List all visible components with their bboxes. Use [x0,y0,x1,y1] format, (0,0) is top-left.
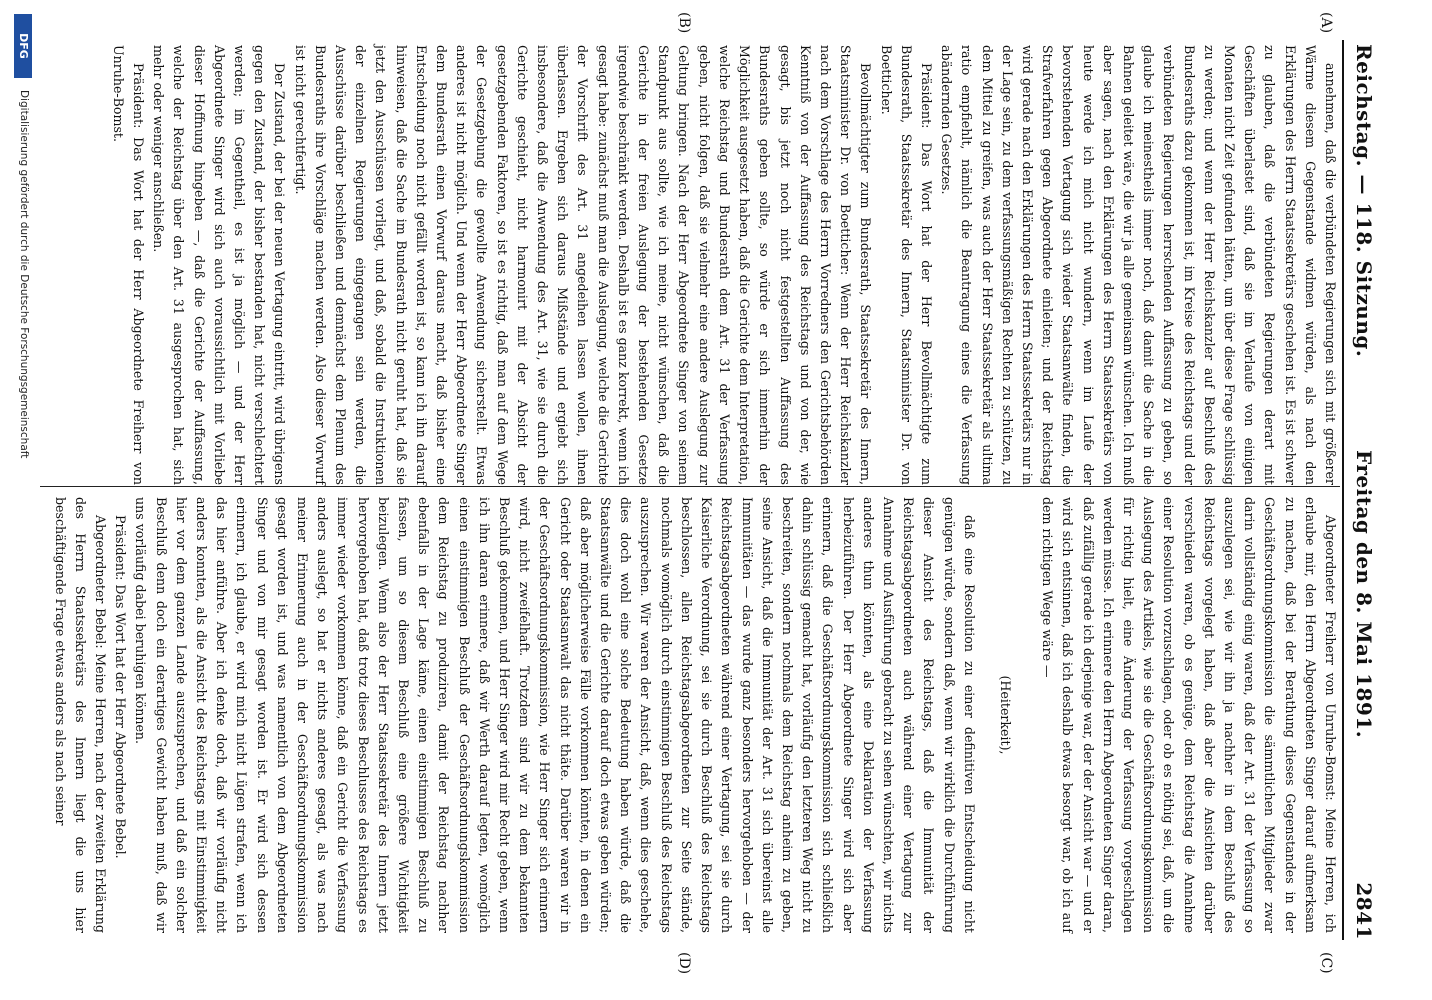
running-header [1346,30,1376,940]
margin-mark-c: (C) [1318,952,1334,974]
column-divider [40,486,1340,487]
page-number: 2841 [1352,882,1376,940]
paragraph: Präsident: Das Wort hat der Herr Abgeordnete Freiherr von Unruhe-Bomst. [110,45,147,485]
left-column [108,45,1340,485]
header-rule [1342,40,1344,940]
header-date: Freitag den 8. Mai 1891. [1352,450,1376,739]
paragraph: Abgeordneter Freiherr von Unruhe-Bomst: Meine Herren, ich erlaube mir, den Herrn Abgeordneten Singer darauf aufmerksam zu machen, daß bei der Berathung dieses Gegenstandes in der Geschäftsordnungskommission die sämmtlichen Mitglieder zwar darin vollständig einig waren, daß der Art. 31 der Verfassung so auszulegen sei, wie wir ihn ja nachher in dem Beschluß des Reichstags vorgelegt haben, daß aber die Ansichten darüber verschieden waren, ob es genüge, dem Reichstag die Annahme einer Resolution vorzuschlagen, oder ob es nöthig sei, daß, um die Auslegung des Artikels, wie sie die Geschäftsordnungskommission für richtig hielt, eine Änderung der Verfassung vorgeschlagen werden müsse. Ich erinnere den Herrn Abgeordneten Singer daran, daß zufällig gerade ich derjenige war, der der Ansicht war — und er wird sich entsinnen, daß ich deshalb etwas besorgt war, ob ich auf dem richtigen Wege wäre — [1040,497,1338,933]
margin-mark-a: (A) [1318,12,1334,34]
paragraph: Präsident: Das Wort hat der Herr Bevollmächtigte zum Bundesrath, Staatssekretär des Innern, Staatsminister Dr. von Boetticher. [878,45,934,485]
paragraph: Präsident: Das Wort hat der Herr Abgeordnete Bebel. [113,515,129,859]
right-column [49,497,1340,933]
digitization-credit: Digitalisierung gefördert durch die Deutsche Forschungsgemeinschaft [18,90,30,459]
stage-direction: (Heiterkeit), [997,675,1013,755]
dfg-logo: DFG [14,14,32,78]
paragraph: Bevollmächtigter zum Bundesrath, Staatssekretär des Innern, Staatsminister Dr. von Boetticher: Wenn der Herr Reichskanzler nach dem Vorschlage des Herrn Vorredners den Gerichtsbehörden Kenntniß von der Auffassung des Reichstags und von der, wie gesagt, bis jetzt noch nicht festgestellten Auffassung des Bundesraths geben sollte, so würde er sich immerhin der Möglichkeit ausgesetzt haben, daß die Gerichte dem Interpretation, welche Reichstag und Bundesrath dem Art. 31 der Verfassung geben, nicht folgen, daß sie vielmehr eine andere Auslegung zur Geltung bringen. Nach der Herr Abgeordnete Singer von seinem Standpunkt aus sollte, wie ich meine, nicht wünschen, daß die Gerichte in der freien Auslegung der bestehenden Gesetze irgendwie beschränkt werden. Deshalb ist es ganz korrekt, wenn ich gesagt habe: zunächst muß man die Auslegung, welche die Gerichte der Vorschrift des Art. 31 angedeihen lassen wollen, ihnen überlassen. Ergeben sich daraus Mißstände und ergiebt sich insbesondere, daß die Anwendung des Art. 31, wie sie durch die Gerichte geschieht, nicht harmonirt mit der Absicht der gesetzgebenden Faktoren, so ist es richtig, daß man auf dem Wege der Gesetzgebung die gewollte Anwendung sicherstellt. Etwas anderes ist nicht möglich. Und wenn der Herr Abgeordnete Singer dem Bundesrath einen Vorwurf daraus macht, daß bisher eine Entscheidung noch nicht gefällt worden ist, so kann ich ihn darauf hinweisen, daß die Sache im Bundesrath nicht geruht hat, daß sie jetzt den Ausschüssen vorliegt, und daß, sobald die Instruktionen der einzelnen Regierungen eingegangen sein werden, die Ausschüsse darüber beschließen und demnächst dem Plenum des Bundesraths ihre Vorschläge machen werden. Also dieser Vorwurf ist nicht gerechtfertigt. [292,45,874,485]
margin-mark-d: (D) [676,952,692,975]
header-left: Reichstag. — 118. Sitzung. [1352,44,1376,358]
paragraph: daß eine Resolution zu einer definitiven Entscheidung nicht genügen würde, sondern daß, wenn wir wirklich die Durchführung dieser Ansicht des Reichstags, daß die Immunität der Reichstagsabgeordneten auch während einer Vertagung zur Annahme und Ausführung gebracht zu sehen wünschten, wir nichts anderes thun könnten, als eine Deklaration der Verfassung herbeizuführen. Der Herr Abgeordnete Singer wird sich aber erinnern, daß die Geschäftsordnungskommission sich schließlich dahin schlüssig gemacht hat, vorläufig den letzteren Weg nicht zu beschreiten, sondern nochmals dem Reichstag anheim zu geben, seine Ansicht, daß die Immunität der Art. 31 sich übereinst alle Immunitäten — das wurde ganz besonders hervorgehoben — der Reichstagsabgeordneten während einer Vertagung, sei sie durch Kaiserliche Verordnung, sei sie durch Beschluß des Reichstags beschlossen, allen Reichstagsabgeordneten zur Seite stände, nochmals womöglich durch einstimmigen Beschluß des Reichstags auszusprechen. Wir waren der Ansicht, daß, wenn dies geschehe, dies doch wohl eine solche Bedeutung haben würde, daß die Staatsanwälte und die Gerichte darauf doch etwas geben würden; daß aber möglicherweise Fälle vorkommen könnten, in denen ein Gericht oder Staatsanwalt das nicht thäte. Darüber waren wir in der Geschäftsordnungskommission, wie Herr Singer sich erinnern wird, nicht zweifelhaft. Trotzdem sind wir zu dem bekannten Beschluß gekommen, und Herr Singer wird mir Recht geben, wenn ich ihn daran erinnere, daß wir Werth darauf legten, womöglich einen einstimmigen Beschluß der Geschäftsordnungskommission dem Reichstag zu produziren, damit der Reichstag nachher ebenfalls in der Lage käme, einen einstimmigen Beschluß zu fassen, um so diesem Beschluß eine größere Wichtigkeit beizulegen. Wenn also der Herr Staatssekretär des Innern jetzt hervorgehoben hat, daß trotz dieses Beschlusses des Reichstags es immer wieder vorkommen könne, daß ein Gericht die Verfassung anders auslegt, so hat er nichts anderes gesagt, als was nach meiner Erinnerung auch in der Geschäftsordnungskommission gesagt worden ist, und was namentlich von dem Abgeordneten Singer und von mir gesagt worden ist. Er wird sich dessen erinnern, ich glaube, er wird mich nicht Lügen strafen, wenn ich das hier anführe. Aber ich denke doch, daß wir vorläufig nicht anders konnten, als die Ansicht des Reichstags mit Einstimmigkeit hier vor dem ganzen Lande auszusprechen, und daß ein solcher Beschluß denn doch ein derartiges Gewicht haben muß, daß wir uns vorläufig dabei beruhigen können. [133,497,977,933]
margin-mark-b: (B) [676,12,692,34]
paragraph: Der Zustand, der bei der neuen Vertagung eintritt, wird übrigens gegen den Zustand, der bisher bestanden hat, nicht verschlechtert werden; im Gegentheil, es ist ja möglich — und der Herr Abgeordnete Singer wird sich auch voraussichtlich mit Vorliebe dieser Hoffnung hingeben —, daß die Gerichte der Auffassung, welche der Reichstag über den Art. 31 ausgesprochen hat, sich mehr oder weniger anschließen. [151,45,288,485]
paragraph: Abgeordneter Bebel: Meine Herren, nach der zweiten Erklärung des Herrn Staatssekretärs des Innern liegt die uns hier beschäftigende Frage etwas anders als nach seiner [52,497,109,933]
paragraph: annehmen, daß die verbündeten Regierungen sich mit größerer Wärme diesem Gegenstande widmen würden, als nach den Erklärungen des Herrn Staatssekretärs geschehen ist. Es ist schwer zu glauben, daß die verbündeten Regierungen derart mit Geschäften überlastet sind, daß sie im Verlaufe von einigen Monaten nicht Zeit gefunden hätten, um über diese Frage schlüssig zu werden; und wenn der Herr Reichskanzler auf Beschluß des Bundesraths dazu gekommen ist, im Kreise des Reichstags und der verbündeten Regierungen herrschenden Auffassung zu geben, so glaube ich meinestheils immer noch, daß damit die Sache in die Bahnen geleitet wäre, die wir ja alle gemeinsam wünschen. Ich muß aber sagen, nach den Erklärungen des Herrn Staatssekretärs von heute werde ich mich nicht wundern, wenn im Laufe der bevorstehenden Vertagung sich wieder Staatsanwälte finden, die Strafverfahren gegen Abgeordnete einleiten; und der Reichstag wird gerade nach den Erklärungen des Herrn Staatssekretärs nur in der Lage sein, zu dem verfassungsmäßigen Rechten zu schützen, zu dem Mittel zu greifen, was auch der Herr Staatssekretär als ultima ratio empfiehlt, nämlich die Beantragung eines die Verfassung abändernden Gesetzes. [939,45,1338,485]
